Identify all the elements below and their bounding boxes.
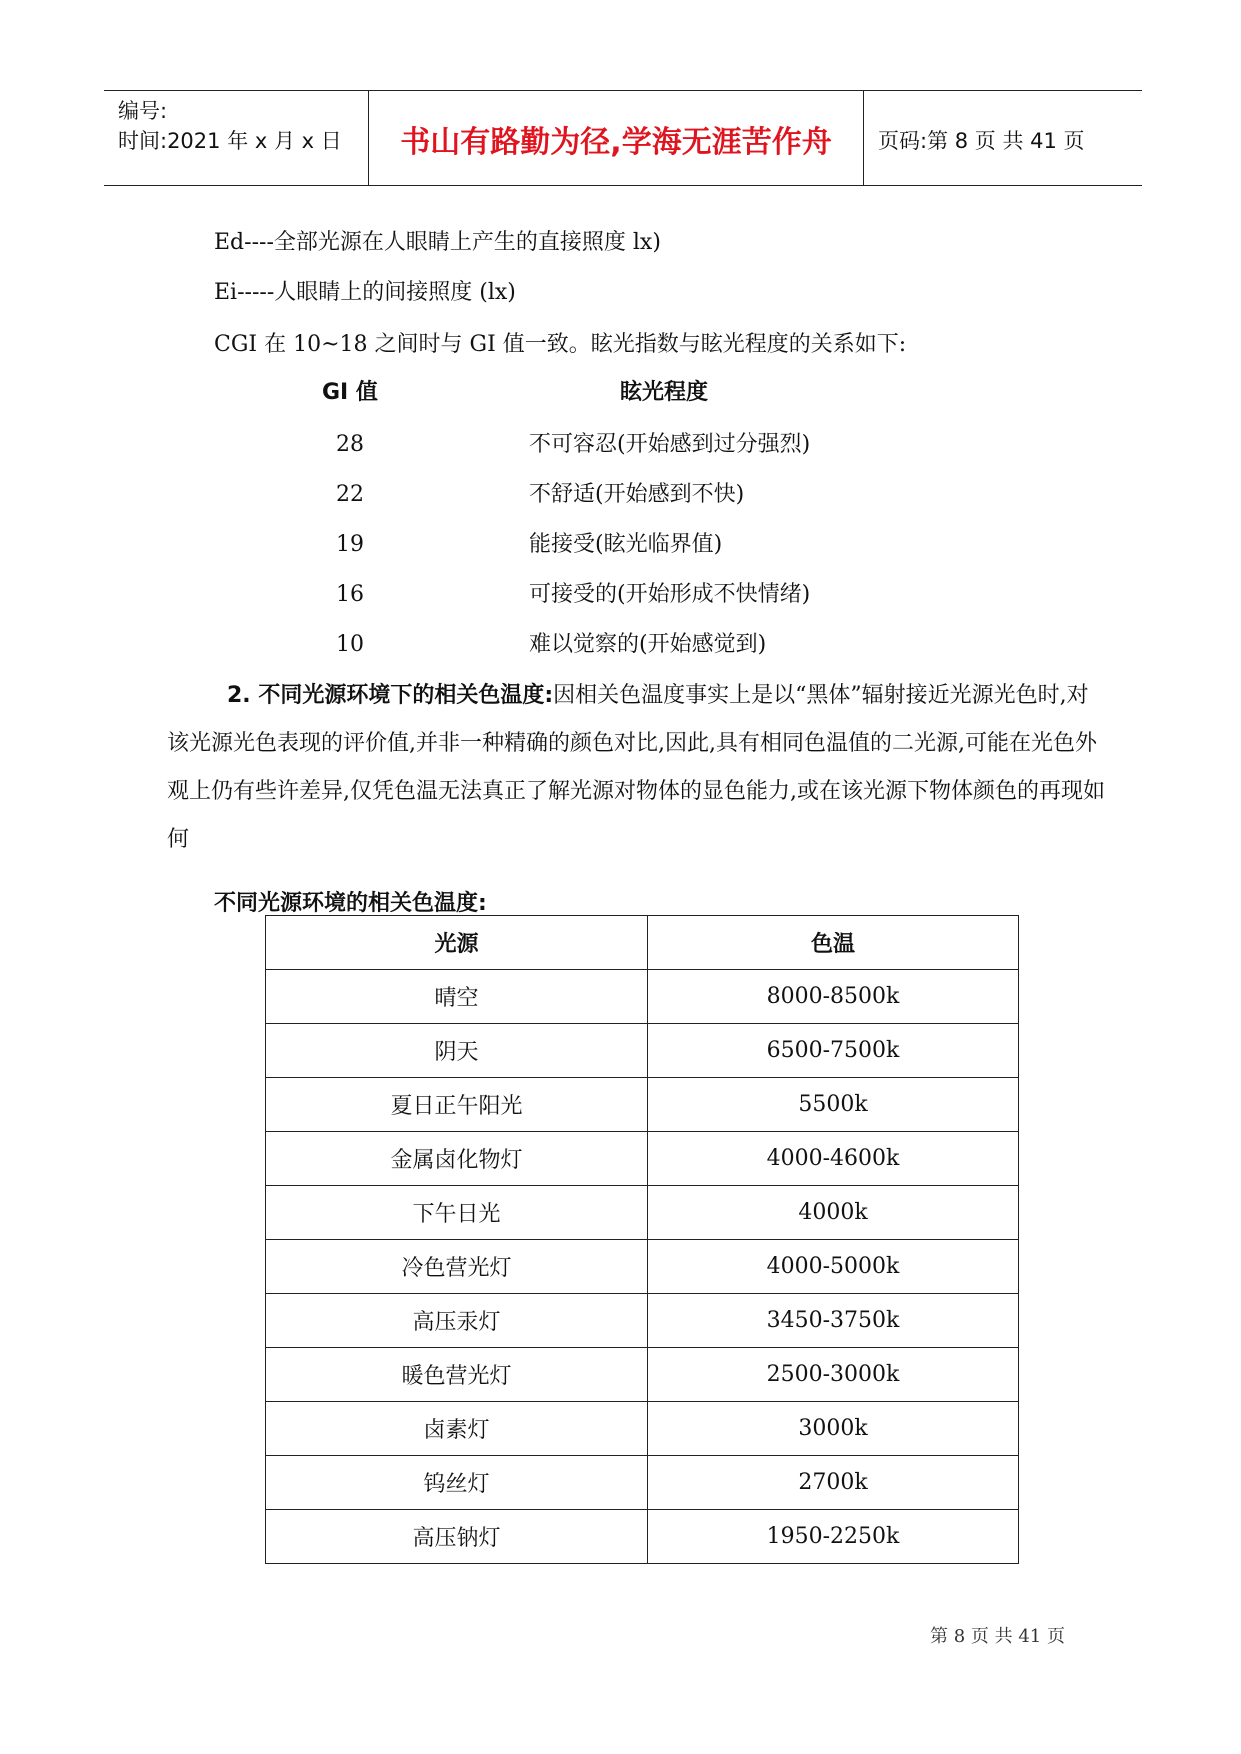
document-time-label: 时间:2021 年 x 月 x 日 (118, 129, 342, 153)
table-row (266, 970, 1019, 1024)
gi-degree: 难以觉察的(开始感觉到) (529, 632, 767, 657)
gi-degree: 不舒适(开始感到不快) (529, 482, 745, 507)
gi-value: 16 (336, 582, 364, 607)
light-source-cell: 阴天 (266, 1024, 648, 1078)
table-row (266, 1510, 1019, 1564)
header-meta-cell (104, 91, 369, 185)
gi-degree: 不可容忍(开始感到过分强烈) (529, 432, 811, 457)
table-row (266, 1078, 1019, 1132)
table-row (266, 1402, 1019, 1456)
color-temperature-cell: 3000k (648, 1402, 1019, 1456)
header-light-source: 光源 (266, 916, 648, 970)
gi-degree: 能接受(眩光临界值) (529, 532, 723, 557)
gi-value: 28 (336, 432, 364, 457)
color-temperature-cell: 3450-3750k (648, 1294, 1019, 1348)
table-row (266, 1240, 1019, 1294)
motto-text: 书山有路勤为径,学海无涯苦作舟 (400, 125, 832, 160)
table-row (266, 1294, 1019, 1348)
color-temperature-cell: 5500k (648, 1078, 1019, 1132)
color-temperature-cell: 4000-5000k (648, 1240, 1019, 1294)
section2-text: 因相关色温度事实上是以“黑体”辐射接近光源光色时,对该光源光色表现的评价值,并非一种精确的颜色对比,因此,具有相同色温值的二光源,可能在光色外观上仍有些许差异,仅凭色温无法真正了解光源对物体的显色能力,或在该光源下物体颜色的再现如何 (167, 683, 1105, 852)
gi-value: 22 (336, 482, 364, 507)
color-temperature-cell: 4000-4600k (648, 1132, 1019, 1186)
light-source-cell: 钨丝灯 (266, 1456, 648, 1510)
table-row (266, 1024, 1019, 1078)
color-temperature-cell: 2700k (648, 1456, 1019, 1510)
table-row (266, 1132, 1019, 1186)
light-source-cell: 冷色营光灯 (266, 1240, 648, 1294)
light-source-cell: 下午日光 (266, 1186, 648, 1240)
table-row (266, 1456, 1019, 1510)
page-footer: 第 8 页 共 41 页 (930, 1626, 1065, 1647)
section2-paragraph (167, 672, 1107, 864)
ed-definition: Ed----全部光源在人眼睛上产生的直接照度 lx) (214, 230, 661, 255)
gi-header-degree: 眩光程度 (620, 380, 709, 405)
gi-degree: 可接受的(开始形成不快情绪) (529, 582, 811, 607)
header-motto-cell (369, 91, 864, 185)
table-row (266, 1186, 1019, 1240)
color-temperature-cell: 2500-3000k (648, 1348, 1019, 1402)
color-temperature-cell: 1950-2250k (648, 1510, 1019, 1564)
light-source-cell: 金属卤化物灯 (266, 1132, 648, 1186)
header-page-label: 页码:第 8 页 共 41 页 (878, 129, 1085, 153)
light-source-cell: 暖色营光灯 (266, 1348, 648, 1402)
color-temperature-cell: 8000-8500k (648, 970, 1019, 1024)
light-source-cell: 晴空 (266, 970, 648, 1024)
light-source-cell: 高压汞灯 (266, 1294, 648, 1348)
document-number-label: 编号: (118, 99, 168, 123)
color-temperature-cell: 6500-7500k (648, 1024, 1019, 1078)
table-title: 不同光源环境的相关色温度: (214, 891, 487, 916)
table-row (266, 1348, 1019, 1402)
header-page-cell (864, 91, 1142, 185)
gi-value: 19 (336, 532, 364, 557)
gi-header-value: GI 值 (322, 380, 378, 405)
light-source-cell: 高压钠灯 (266, 1510, 648, 1564)
light-source-cell: 夏日正午阳光 (266, 1078, 648, 1132)
section2-heading: 2. 不同光源环境下的相关色温度: (227, 683, 554, 708)
table-header-row (266, 916, 1019, 970)
ei-definition: Ei-----人眼睛上的间接照度 (lx) (214, 280, 516, 305)
page-header (104, 90, 1142, 186)
cgi-statement: CGI 在 10~18 之间时与 GI 值一致。眩光指数与眩光程度的关系如下: (214, 332, 907, 357)
gi-value: 10 (336, 632, 364, 657)
color-temperature-cell: 4000k (648, 1186, 1019, 1240)
light-source-cell: 卤素灯 (266, 1402, 648, 1456)
header-color-temperature: 色温 (648, 916, 1019, 970)
color-temperature-table (265, 915, 1019, 1564)
